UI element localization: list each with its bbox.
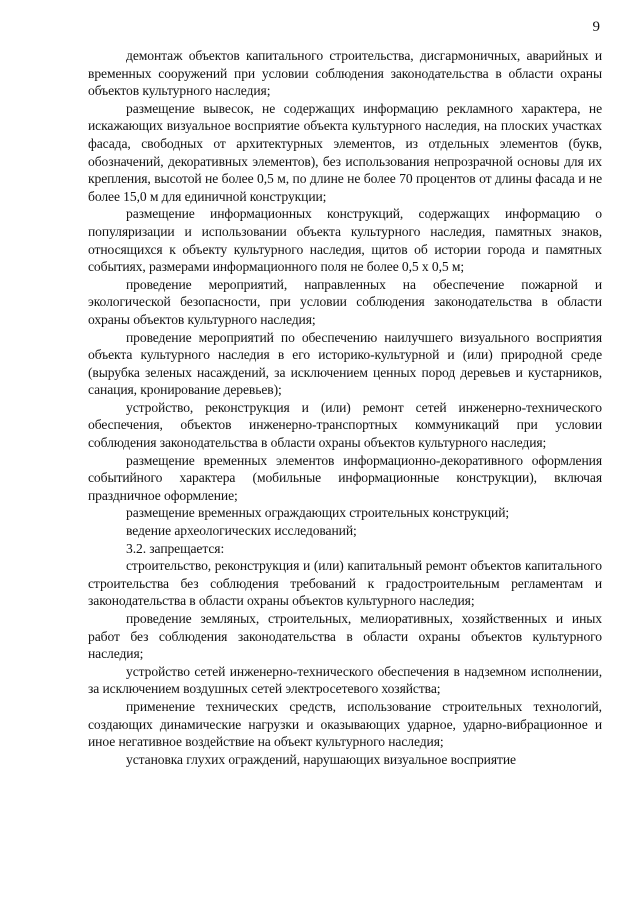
paragraph: устройство, реконструкция и (или) ремонт сетей инженерно-технического обеспечения, объектов инженерно-транспортных коммуникаций при условии соблюдения законодательства в области охраны объектов культурного наследия; xyxy=(88,399,602,451)
paragraph: устройство сетей инженерно-технического обеспечения в надземном исполнении, за исключением воздушных сетей электросетевого хозяйства; xyxy=(88,663,602,697)
paragraph: ведение археологических исследований; xyxy=(126,523,357,539)
paragraph: проведение мероприятий по обеспечению наилучшего визуального восприятия объекта культурного наследия в его историко-культурной и (или) природной среде (вырубка зеленых насаждений, за исключением ценных пород деревьев и кустарников, санация, кронирование деревьев); xyxy=(88,329,602,398)
paragraph: применение технических средств, использование строительных технологий, создающих динамические нагрузки и оказывающих ударное, ударно-вибрационное и иное негативное воздействие на объект культурного наследия; xyxy=(88,698,602,750)
paragraph: размещение вывесок, не содержащих информацию рекламного характера, не искажающих визуальное восприятие объекта культурного наследия, на плоских участках фасада, свободных от архитектурных элементов, из отдельных элементов (букв, обозначений, декоративных элементов), без использования непрозрачной основы для их крепления, высотой не более 0,5 м, по длине не более 70 процентов от длины фасада и не более 15,0 м для единичной конструкции; xyxy=(88,100,602,204)
paragraph: размещение временных ограждающих строительных конструкций; xyxy=(126,505,510,521)
paragraph: проведение земляных, строительных, мелиоративных, хозяйственных и иных работ без соблюдения законодательства в области охраны объектов культурного наследия; xyxy=(88,611,602,662)
paragraph: строительство, реконструкция и (или) капитальный ремонт объектов капитального строительства без соблюдения требований к градостроительным регламентам и законодательства в области охраны объектов культурного наследия; xyxy=(88,558,602,609)
paragraph: размещение информационных конструкций, содержащих информацию о популяризации и использовании объекта культурного наследия, памятных знаков, относящихся к объекту культурного наследия, щитов об истории города и памятных событиях, размерами информационного поля не более 0,5 х 0,5 м; xyxy=(88,206,602,275)
paragraph: демонтаж объектов капитального строительства, дисгармоничных, аварийных и временных сооружений при условии соблюдения законодательства в области охраны объектов культурного наследия; xyxy=(88,48,602,99)
page-number: 9 xyxy=(592,19,600,35)
paragraph: размещение временных элементов информационно-декоративного оформления событийного характера (мобильные информационные конструкции), включая праздничное оформление; xyxy=(88,452,602,503)
section-heading: 3.2. запрещается: xyxy=(126,540,225,556)
paragraph: установка глухих ограждений, нарушающих визуальное восприятие xyxy=(126,751,516,767)
paragraph: проведение мероприятий, направленных на обеспечение пожарной и экологической безопасности, при условии соблюдения законодательства в области охраны объектов культурного наследия; xyxy=(88,276,602,327)
document-body xyxy=(88,47,602,768)
